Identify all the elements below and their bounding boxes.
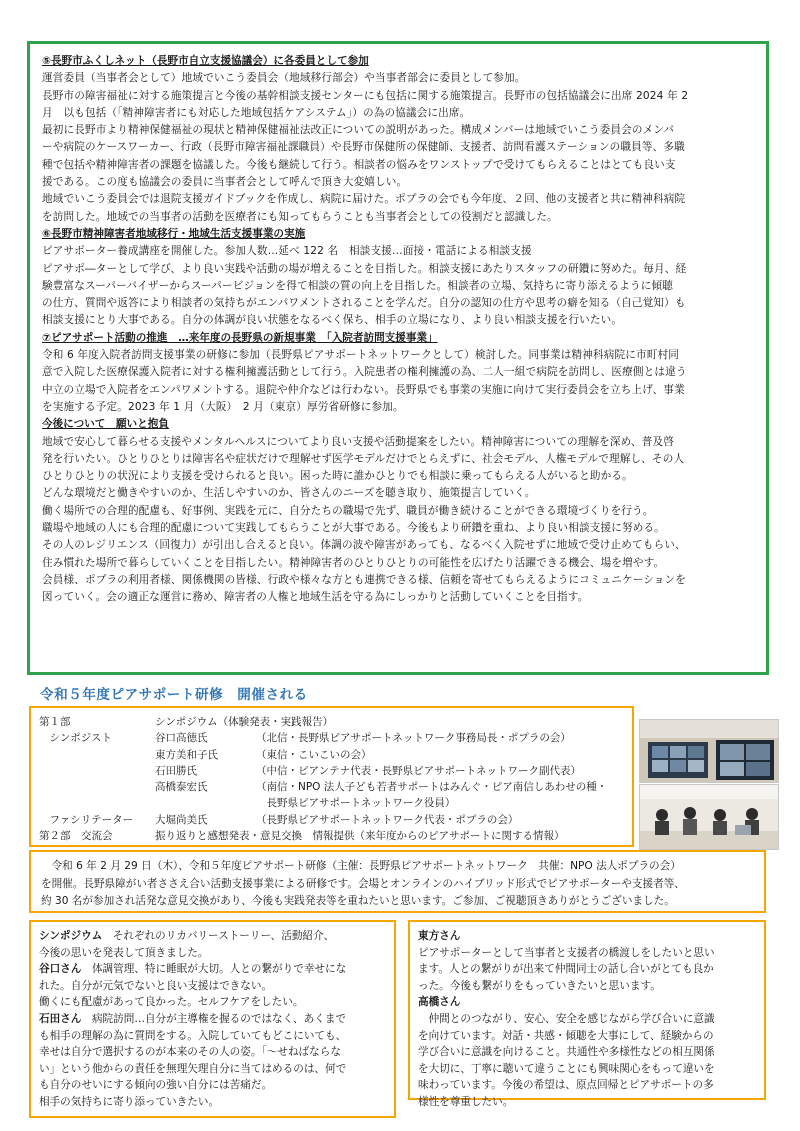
speaker-name: 高橋さん [418,996,461,1009]
activity-report-box [27,41,769,675]
event-line: 令和 6 年 2 月 29 日（木）、令和５年度ピアサポート研修（主催：長野県ピアサポートネットワーク 共催：NPO 法人ポプラの会） [41,860,681,872]
symposium-comments-box [29,920,396,1118]
future-line: どんな環境だと働きやすいのか、生活しやすいのか、皆さんのニーズを聴き取り、施策提言していく。 [42,487,536,500]
section6-line: ピアサポーター養成講座を開催した。参加人数…延べ 122 名 相談支援…面接・電話による相談支援 [42,245,532,258]
intro-text: それぞれのリカバリーストーリー、活動紹介、 [102,930,335,942]
program-speaker: 大堀尚美氏 [155,813,208,826]
section5-line: 種で包括や精神障害者の課題を協議した。今後も継続して行う。相談者の悩みをワンストップで受けてもらえることはとても良い支 [42,158,676,171]
section5-line: 長野市の障害福祉に対する施策提言と今後の基幹相談支援センターにも包括に関する施策提言。長野市の包括協議会に出席 2024 年 2 [42,89,689,102]
comment-line: った。今後も繋がりをもっていきたいと思います。 [418,979,661,992]
section5-line: ーや病院のケースワーカー、行政（長野市障害福祉課職員）や長野市保健所の保健師、支援者、訪問看護ステーションの職員等、多職 [42,141,685,154]
participant-comments-box [408,920,766,1108]
section6-line: 相談支援にとり大事である。自分の体調が良い状態をなるべく保ち、相手の立場になり、より良い相談支援を行いたい。 [42,314,623,327]
program-row [39,747,624,763]
program-row [39,763,624,779]
future-line: 働く場所での合理的配慮も、好事例、実践を元に、自分たちの職場で先ず、職員が働き続けることができる環境づくりを行う。 [42,504,654,517]
program-speaker: 石田勝氏 [155,764,197,777]
section5 [42,53,754,226]
program-row [39,795,624,811]
section7-line: 令和 6 年度入院者訪問支援事業の研修に参加（長野県ピアサポートネットワークとして）検討した。同事業は精神科病院に市町村同 [42,349,679,362]
future-line: ひとりひとりの状況により支援を受けられると良い。困った時に誰かひとりでも相談に乗ってもらえる人がいると助かる。 [42,470,633,483]
comment-line: を大切に、丁寧に聴いて違うことにも興味関心をもって違いを [418,1062,715,1075]
comment-line: 学び合いに意識を向けること。共通性や多様性などの相互関係 [418,1046,715,1059]
section5-line: 援である。この度も協議会の委員に当事者会として呼んで頂き大変嬉しい。 [42,176,408,189]
future-line: 会員様、ポプラの利用者様、関係機関の皆様、行政や様々な方とも連携できる様、信頼を寄せてもらえるようにコミュニケーションを [42,573,686,586]
program-affiliation: （東信・こいこいの会） [256,748,372,761]
section5-line: 月 以も包括（「精神障害者にも対応した地域包括ケアシステム」）の為の協議会に出席。 [42,106,471,119]
program-role [39,747,155,763]
event-photo-venue [639,784,779,850]
event-line: を開催。長野県障がい者ささえ合い活動支援事業による研修です。会場とオンラインのハイブリッド形式でピアサポーターや支援者等、 [41,877,685,890]
program-speaker: 東方美和子氏 [155,748,218,761]
event-photo-online [639,719,779,783]
speaker-name: 谷口さん [39,963,82,976]
section5-line: 最初に長野市より精神保健福祉の現状と精神保健福祉法改正についての説明があった。構成メンバーは地域でいこう委員会のメンバ [42,124,675,137]
future-heading: 今後について 願いと抱負 [42,418,169,431]
program-item: シンポジウム（体験発表・実践報告） [155,716,334,728]
section7 [42,330,754,416]
event-photo-venue-image [640,785,779,850]
intro-line: 今後の思いを発表して頂きました。 [39,946,209,959]
section7-line: を実施する予定。2023 年 1 月（大阪） 2 月（東京）厚労省研修に参加。 [42,400,404,413]
program-affiliation: （長野県ピアサポートネットワーク代表・ポプラの会） [256,813,519,826]
section6-line: ピアサポ―ターとして学び、より良い実践や活動の場が増えることを目指した。相談支援にあたりスタッフの研鑽に努めた。毎月、経 [42,262,687,275]
program-role: シンポジスト [39,732,112,745]
event-photo-online-image [640,720,779,783]
future-line: 発を行いたい。ひとりひとりは障害名や症状だけで理解せず医学モデルだけでとらえずに、社会モデル、人権モデルで理解し、その人 [42,452,685,465]
program-row [39,779,624,795]
comment-line [39,961,386,978]
section5-heading: ⑤長野市ふくしネット（長野市自立支援協議会）に各委員として参加 [42,55,369,67]
comment-line: ます。人との繋がりが出来て仲間同士の話し合いがとても良か [418,963,714,976]
comment-line: 相手の気持ちに寄り添っていきたい。 [39,1095,220,1108]
intro-line [39,928,386,945]
section6 [42,226,754,330]
comment-line [39,1011,386,1028]
program-row [39,812,624,828]
program-affiliation: （南信・NPO 法人子ども若者サポートはみんぐ・ピア南信しあわせの種・ [256,781,608,794]
program-speaker: 高橋泰宏氏 [155,781,208,794]
comment-text: 体調管理、特に睡眠が大切。人との繋がりで幸せにな [81,963,347,976]
program-role [39,763,155,779]
future-line: 職場や地域の人にも合理的配慮について実践してもらうことが大事である。今後もより研鑽を重ね、より良い相談支援に努める。 [42,522,665,535]
comment-line: れた。自分が元気でないと良い支援はできない。 [39,979,273,992]
section7-line: 意で入院した医療保護入院者に対する権利擁護活動として行う。入院患者の権利擁護の為、二人一組で病院を訪問し、医療側とは違う [42,366,687,379]
section6-heading: ⑥長野市精神障害者地域移行・地域生活支援事業の実施 [42,227,306,240]
comment-line: 味わっています。今後の希望は、原点回帰とピアサポートの多 [418,1079,714,1092]
program-item: 振り返りと感想発表・意見交換 情報提供（来年度からのピアサポートに関する情報） [155,830,565,843]
section5-line: 地域でいこう委員会では退院支援ガイドブックを作成し、病院に届けた。ポプラの会でも今年度、２回、他の支援者と共に精神科病院 [42,193,686,206]
future-line: 住み慣れた場所で暮らしていくことを目指したい。精神障害者のひとりひとりの可能性を広げたり活躍できる機会、場を増やす。 [42,556,665,569]
program-speaker: 谷口高徳氏 [155,732,208,745]
comment-line: も自分のせいにする傾向の強い自分には苦痛だ。 [39,1079,273,1092]
section6-line: の仕方、質問や返答により相談者の気持ちがエンパワメントされることを学んだ。自分の認知の仕方や思考の癖を知る（自己覚知）も [42,297,686,310]
comment-text: 病院訪問…自分が主導権を握るのではなく、あくまで [81,1012,347,1025]
program-affiliation: （中信・ピアンテナ代表・長野県ピアサポートネットワーク副代表） [256,764,581,777]
event-line: 約 30 名が参加され活発な意見交換があり、今後も実践発表等を重ねたいと思います。ご参加、ご視聴頂きありがとうございました。 [41,895,675,907]
program-speaker [155,795,256,811]
program-row [39,828,624,844]
program-row [39,730,624,746]
comment-line: を向けています。対話・共感・傾聴を大事にして、経験からの [418,1029,714,1042]
section7-heading: ⑦ピアサポート活動の推進 …来年度の長野県の新規事業 「入院者訪問支援事業」 [42,331,438,344]
program-row [39,714,624,730]
comment-line: 仲間とのつながり、安心、安全を感じながら学び合いに意識 [418,1012,715,1025]
event-summary-box [29,850,766,913]
program-part: 第２部 交流会 [39,830,113,843]
section5-line: を訪問した。地域での当事者の活動を医療者にも知ってもらうことも当事者会としての役割だと認識した。 [42,210,558,223]
program-role [39,795,155,811]
comment-line: 働くにも配慮があって良かった。セルフケアをしたい。 [39,996,304,1009]
section6-line: 験豊富なスーパーバイザーからスーパービジョンを得て相談の質の向上を目指した。相談者の立場、気持ちに寄り添えるように傾聴 [42,279,674,292]
comment-line: も相手の理解の為に質問をする。入院していてもどこにいても、 [39,1029,347,1042]
future-section [42,416,754,606]
program-affiliation: 長野県ピアサポートネットワーク役員） [256,797,456,810]
program-part: 第１部 [39,716,71,728]
speaker-name: 石田さん [39,1012,82,1025]
future-line: その人のレジリエンス（回復力）が引出し合えると良い。体調の波や障害があっても、なるべく入院せずに地域で受け止めてもらい、 [42,539,686,552]
comment-line: ピアサポーターとして当事者と支援者の橋渡しをしたいと思い [418,946,715,959]
speaker-name: 東方さん [418,930,461,942]
comment-line: い」という他からの責任を無理矢理自分に当てはめるのは、何で [39,1062,347,1075]
comment-line: 様性を尊重したい。 [418,1095,514,1108]
program-box [29,706,634,847]
section7-line: 中立の立場で入院者をエンパワメントする。退院や仲介などは行わない。長野県でも事業の実施に向けて実行委員会を立ち上げ、事業 [42,383,685,396]
future-line: 図っていく。会の適正な運営に務め、障害者の人権と地域生活を守る為にしっかりと活動していくことを目指す。 [42,591,589,604]
program-role: ファシリテーター [39,813,134,826]
program-role [39,779,155,795]
section5-line: 運営委員（当事者会として）地域でいこう委員会（地域移行部会）や当事者部会に委員として参加。 [42,72,526,85]
future-line: 地域で安心して暮らせる支援やメンタルヘルスについてより良い支援や活動提案をしたい。精神障害についての理解を深め、普及啓 [42,435,674,448]
program-affiliation: （北信・長野県ピアサポートネットワーク事務局長・ポプラの会） [256,732,571,745]
comment-line: 幸せは自分で選択するのが本来のその人の姿。「～せねばならな [39,1046,341,1059]
intro-label: シンポジウム [39,930,103,942]
training-title: 令和５年度ピアサポート研修 開催される [40,687,308,703]
